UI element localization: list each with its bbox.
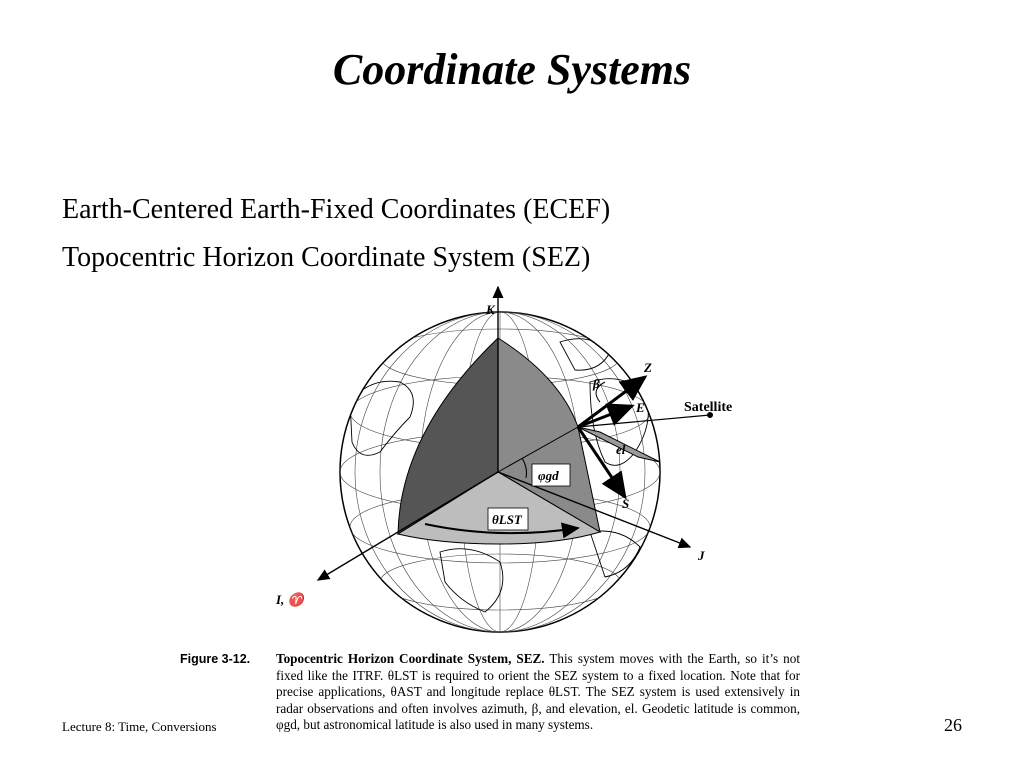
z-axis-label: Z (644, 360, 652, 375)
latitude-label: φgd (538, 468, 559, 483)
page-number: 26 (944, 715, 962, 735)
caption-title: Topocentric Horizon Coordinate System, SEZ. (276, 651, 545, 666)
j-axis-label: J (698, 548, 705, 563)
lst-label: θLST (492, 512, 522, 527)
elevation-label: el (616, 442, 626, 457)
bullet-list (62, 186, 610, 282)
figure-number: Figure 3-12. (180, 652, 251, 666)
i-axis-label: I, ♈ (276, 592, 304, 607)
bullet-ecef: Earth-Centered Earth-Fixed Coordinates (ECEF) (62, 194, 611, 225)
slide-title: Coordinate Systems (332, 45, 692, 94)
globe-diagram (260, 282, 750, 642)
footer-lecture: Lecture 8: Time, Conversions (62, 719, 217, 734)
beta-label: β (593, 376, 600, 391)
caption-text: This system moves with the Earth, so it’s not fixed like the ITRF. θLST is required to orient the SEZ system to a fixed location. Note that for precise applications, θAST and longitude replace θLST. The SEZ system is used extensively in radar observations and often involves azimuth, β, and elevation, el. Geodetic latitude is common, φgd, but astronomical latitude is also used in many systems. (276, 651, 800, 732)
sez-figure (260, 282, 750, 642)
bullet-sez: Topocentric Horizon Coordinate System (SEZ) (62, 242, 591, 273)
satellite-label: Satellite (684, 400, 733, 415)
k-axis-label: K (486, 302, 495, 317)
s-axis-label: S (622, 496, 630, 511)
figure-caption (180, 651, 800, 734)
e-axis-label: E (636, 400, 645, 415)
